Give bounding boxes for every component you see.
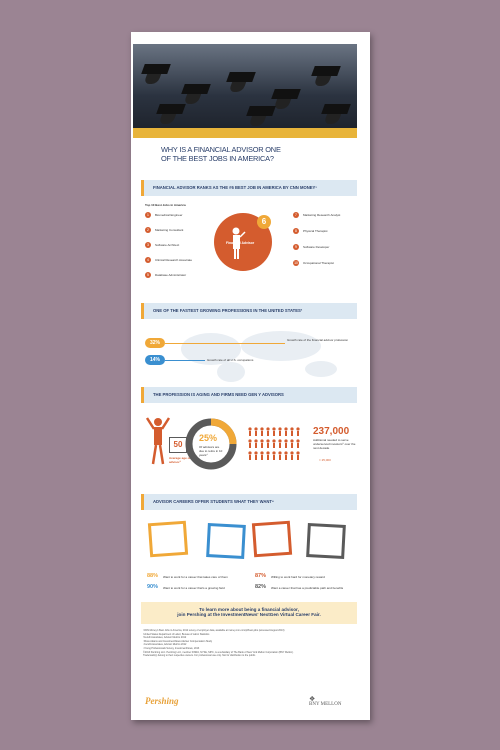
stat-14-pill: 14% — [145, 355, 165, 365]
bny-mellon-text: BNY MELLON — [309, 702, 342, 707]
stat-14-line — [165, 360, 205, 361]
cta-line-1: To learn more about being a financial advisor, — [199, 607, 299, 612]
stat-82-value: 82% — [255, 584, 267, 590]
stat-82-label: Want a career that has a predictable path and benefits — [271, 586, 344, 590]
rank-number: 7 — [293, 212, 299, 218]
footnotes — [143, 629, 357, 658]
section-4-header — [141, 494, 357, 510]
stat-88-value: 88% — [147, 573, 159, 579]
page-title — [161, 145, 281, 163]
footnote: ⁵Cerulli Associates, Advisor Metrics 2012 — [143, 643, 187, 647]
job-label: Biomedical Engineer — [155, 213, 183, 217]
footnote: ²United States Department of Labor, Bureau of Labor Statistics — [143, 632, 210, 636]
retire-label: Of advisors are due to retire in 10 years⁴ — [199, 445, 223, 457]
footnote: ³Cerulli Associates, Advisor Metrics 2012 — [143, 636, 187, 640]
retire-donut — [181, 414, 241, 474]
world-map-background — [171, 324, 351, 384]
job-label: Clinical Research Associate — [155, 258, 193, 262]
graduation-caps-photo — [133, 44, 357, 138]
section-1-header — [141, 180, 357, 196]
section-1-heading: FINANCIAL ADVISOR RANKS AS THE #6 BEST JOB IN AMERICA BY CNN MONEY¹ — [153, 185, 317, 190]
bny-mellon-logo — [309, 696, 341, 707]
age-label: Average age of advisor³ — [169, 456, 191, 464]
bny-mellon-mark-icon: ❖ — [309, 695, 316, 703]
footnote: ¹CNN Money's Best Jobs in America, 2012 survey of employer data, available at money.cnn.com/pf/best-jobs (accessed August 2013) — [143, 629, 285, 632]
title-line-1: WHY IS A FINANCIAL ADVISOR ONE — [161, 145, 281, 154]
job-label: Database Administrator — [155, 273, 187, 277]
rank-number: 5 — [145, 272, 151, 278]
handshake-icon — [148, 521, 188, 558]
rank-number: 3 — [145, 242, 151, 248]
job-label: Software Developer — [303, 245, 330, 249]
stat-32-pill: 32% — [145, 338, 165, 348]
rank-number: 8 — [293, 228, 299, 234]
section-3-heading: THE PROFESSION IS AGING AND FIRMS NEED GEN Y ADVISORS — [153, 392, 284, 397]
job-label: Marketing Consultant — [155, 228, 184, 232]
advisor-people-grid — [247, 426, 309, 466]
job-label: Software Architect — [155, 243, 180, 247]
legend-label: = 25,000 — [319, 458, 331, 462]
cta-line-2: join Pershing at the InvestmentNews' NextGen Virtual Career Fair. — [177, 612, 321, 617]
thumbs-up-icon — [306, 523, 346, 559]
section-2-header — [141, 303, 357, 319]
job-label: Occupational Therapist — [303, 261, 334, 265]
footnote: ©2013 Pershing LLC. Pershing LLC, member FINRA, NYSE, SIPC, is a subsidiary of The Bank of New York Mellon Corporation (BNY Mellon). — [143, 650, 294, 654]
jobs-left-list — [145, 212, 217, 292]
rank-number: 1 — [145, 212, 151, 218]
footnote: ⁴Moss Adams and InvestmentNews Adviser Compensation Study — [143, 639, 213, 643]
money-bag-icon — [252, 521, 292, 558]
stat-90-label: Want to work for a career that's a growing field — [163, 586, 225, 590]
stat-32-label: Growth rate of the financial advisor profession — [287, 338, 349, 342]
stat-32-line — [165, 343, 285, 344]
rank-six-badge: 6 — [257, 215, 271, 229]
job-label: Physical Therapist — [303, 229, 328, 233]
rank-number: 2 — [145, 227, 151, 233]
calendar-age-icon: 50 — [169, 437, 187, 453]
title-line-2: OF THE BEST JOBS IN AMERICA? — [161, 154, 274, 163]
stat-90-value: 90% — [147, 584, 159, 590]
center-job-label: Financial Advisor — [226, 241, 255, 245]
stat-14-label: Growth rate of all U.S. occupations — [207, 358, 254, 362]
rank-number: 9 — [293, 244, 299, 250]
stat-88-label: Want to work for a career that takes care of them — [163, 575, 228, 579]
career-fair-banner[interactable] — [141, 602, 357, 624]
section-4-heading: ADVISOR CAREERS OFFER STUDENTS WHAT THEY WANT⁶ — [153, 499, 274, 504]
job-label: Marketing Research Analyst — [303, 213, 341, 217]
section-3-header — [141, 387, 357, 403]
rank-number: 10 — [294, 261, 298, 265]
needed-label: Additional needed to serve underserved investors⁵ over the next decade — [313, 438, 356, 450]
section-2-heading: ONE OF THE FASTEST GROWING PROFESSIONS IN THE UNITED STATES² — [153, 308, 303, 313]
infographic — [131, 32, 370, 720]
footnote: Trademark(s) belong to their respective owners. For professional use only. Not for distribution to the public. — [143, 654, 256, 658]
jobs-right-list — [293, 212, 365, 282]
pershing-logo: Pershing — [145, 696, 179, 706]
stat-87-value: 87% — [255, 573, 267, 579]
growth-chart-icon — [206, 523, 246, 559]
footnote: ⁶Young Professionals Survey, InvestmentNews, 2013 — [143, 646, 200, 650]
retire-percent: 25% — [199, 433, 218, 443]
rank-number: 4 — [145, 257, 151, 263]
top-jobs-title: Top 10 Best Jobs in America — [145, 203, 186, 207]
stat-87-label: Willing to work hard for monetary reward — [271, 575, 325, 579]
needed-number: 237,000 — [313, 426, 350, 437]
